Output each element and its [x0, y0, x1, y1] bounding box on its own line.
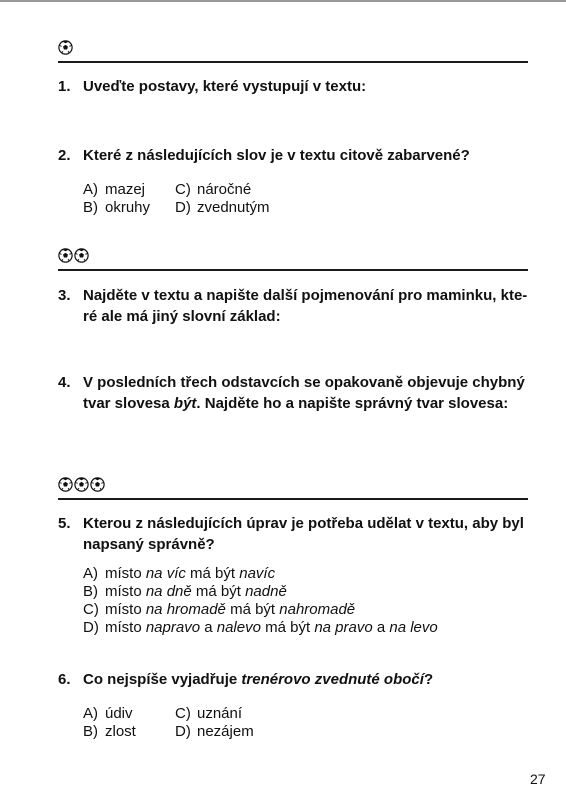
difficulty-section-1: [58, 38, 528, 216]
soccer-ball-icon: [74, 477, 89, 492]
soccer-ball-icon: [90, 477, 105, 492]
soccer-ball-icon: [58, 248, 73, 263]
question-text: Kterou z následujících úprav je potřeba udělat v textu, aby byl napsaný správně?: [83, 515, 524, 553]
option-b: B) okruhy: [83, 199, 151, 216]
option-d: D) místo napravo a nalevo má být na pravo a na levo: [83, 619, 438, 636]
option-c: C) náročné: [175, 181, 252, 198]
option-d: D) zvednutým: [175, 199, 270, 216]
question-number: 4.: [58, 374, 71, 391]
question-6: [58, 669, 528, 690]
question-4: [58, 372, 528, 414]
question-5-options: [83, 565, 438, 637]
question-text: Které z následujících slov je v textu citově zabarvené?: [83, 147, 470, 164]
question-text: Co nejspíše vyjadřuje trenérovo zvednuté obočí?: [83, 671, 434, 688]
question-number: 2.: [58, 147, 71, 164]
section-divider: [58, 498, 528, 500]
top-border: [0, 0, 566, 2]
option-a: A) údiv: [83, 705, 133, 722]
question-number: 1.: [58, 78, 71, 95]
question-number: 3.: [58, 287, 71, 304]
option-b: B) zlost: [83, 723, 136, 740]
question-1: [58, 76, 528, 97]
option-c: C) místo na hromadě má být nahromadě: [83, 601, 356, 618]
option-d: D) nezájem: [175, 723, 254, 740]
question-text: Najděte v textu a napište další pojmenování pro maminku, kte- ré ale má jiný slovní základ:: [83, 287, 528, 325]
section-divider: [58, 61, 528, 63]
question-6-options: [83, 705, 254, 741]
option-b: B) místo na dně má být nadně: [83, 583, 287, 600]
question-3: [58, 285, 528, 327]
question-2-options: [83, 181, 270, 217]
page-number: 27: [530, 771, 546, 787]
question-number: 5.: [58, 515, 71, 532]
soccer-ball-icon: [58, 477, 73, 492]
difficulty-section-2: [58, 246, 528, 412]
difficulty-section-3: [58, 475, 528, 740]
question-5: [58, 513, 528, 555]
question-number: 6.: [58, 671, 71, 688]
difficulty-indicator-3: [58, 475, 528, 493]
soccer-ball-icon: [58, 40, 73, 55]
question-text: V posledních třech odstavcích se opakovaně objevuje chybný tvar slovesa být. Najděte ho a napište správný tvar slovesa:: [83, 374, 525, 412]
question-text: Uveďte postavy, které vystupují v textu:: [83, 78, 367, 95]
option-a: A) místo na víc má být navíc: [83, 565, 276, 582]
soccer-ball-icon: [74, 248, 89, 263]
difficulty-indicator-1: [58, 38, 528, 56]
difficulty-indicator-2: [58, 246, 528, 264]
question-2: [58, 145, 528, 166]
option-a: A) mazej: [83, 181, 146, 198]
option-c: C) uznání: [175, 705, 243, 722]
section-divider: [58, 269, 528, 271]
